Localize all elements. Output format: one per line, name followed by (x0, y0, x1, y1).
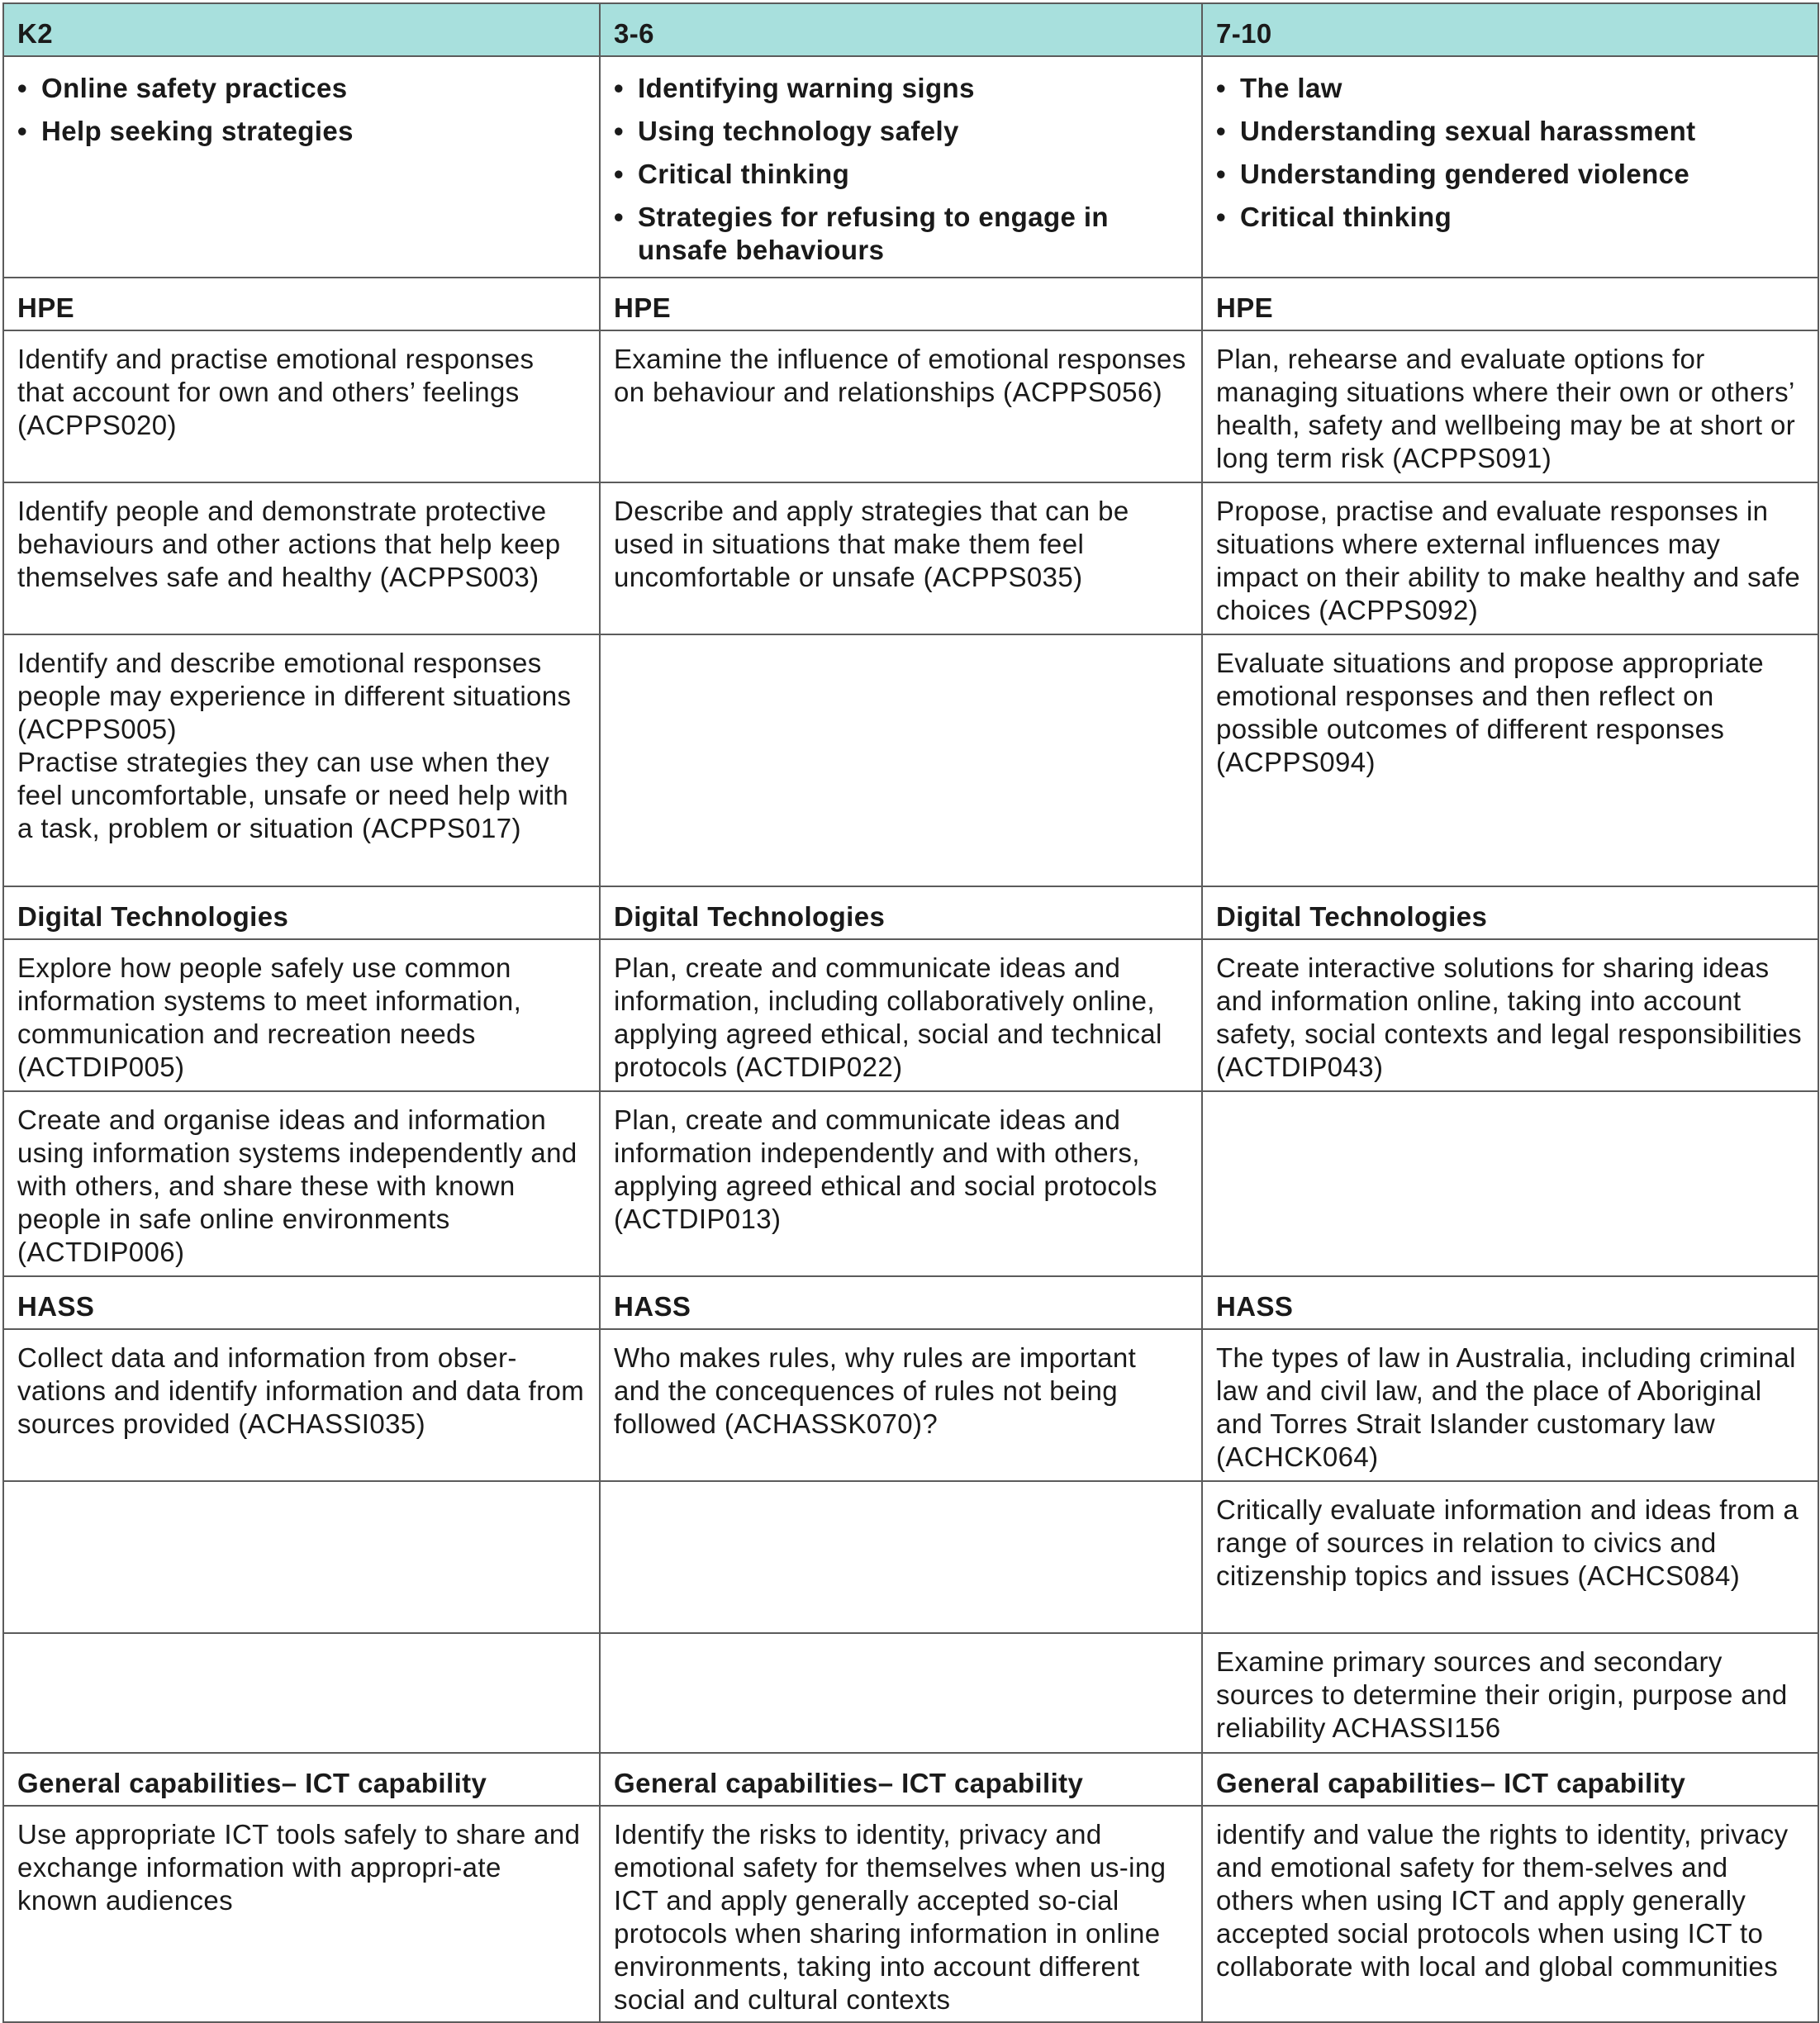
outcome-cell: Identify and practise emotional responses that account for own and others’ feelings (ACPPS020) (3, 330, 600, 482)
section-heading-row-hpe (3, 278, 1818, 330)
section-heading-row-hass (3, 1276, 1818, 1329)
table-row (3, 1329, 1818, 1481)
section-heading-row-digital-technologies (3, 886, 1818, 939)
outcome-cell: identify and value the rights to identity, privacy and emotional safety for them-selves and others when using ICT and apply generally accepted social protocols when using ICT to collaborate with local and global communities (1202, 1806, 1818, 2022)
outcome-cell: Create interactive solutions for sharing ideas and information online, taking into account safety, social contexts and legal responsibilities (ACTDIP043) (1202, 939, 1818, 1091)
section-heading: HASS (3, 1276, 600, 1329)
focus-cell-7-10 (1202, 56, 1818, 278)
focus-item: • Online safety practices (17, 72, 586, 105)
focus-item: • Identifying warning signs (614, 72, 1188, 105)
outcome-cell: Explore how people safely use common information systems to meet information, communication and recreation needs (ACTDIP005) (3, 939, 600, 1091)
outcome-cell: Describe and apply strategies that can be used in situations that make them feel uncomfortable or unsafe (ACPPS035) (600, 482, 1202, 634)
outcome-cell: Plan, create and communicate ideas and information independently and with others, applying agreed ethical and social protocols (ACTDIP013) (600, 1091, 1202, 1276)
section-heading: General capabilities– ICT capability (1202, 1753, 1818, 1806)
focus-cell-3-6 (600, 56, 1202, 278)
outcome-cell: Identify the risks to identity, privacy and emotional safety for themselves when us-ing ICT and apply generally accepted so-cial protocols when sharing information in online environments, taking into account different social and cultural contexts (600, 1806, 1202, 2022)
outcome-cell: Identify and describe emotional responses people may experience in different situations (ACPPS005) Practise strategies they can use when they feel uncomfortable, unsafe or need help with a task, problem or situation (ACPPS017) (3, 634, 600, 886)
outcome-cell: Examine primary sources and secondary sources to determine their origin, purpose and reliability ACHASSI156 (1202, 1633, 1818, 1753)
section-heading-row-ict-capability (3, 1753, 1818, 1806)
header-3-6: 3-6 (600, 3, 1202, 56)
section-heading: HASS (600, 1276, 1202, 1329)
focus-item: • Understanding gendered violence (1216, 158, 1804, 191)
table-row (3, 482, 1818, 634)
table-row (3, 1633, 1818, 1753)
section-heading: HPE (1202, 278, 1818, 330)
outcome-cell: Identify people and demonstrate protective behaviours and other actions that help keep themselves safe and healthy (ACPPS003) (3, 482, 600, 634)
outcome-cell: Collect data and information from obser-vations and identify information and data from sources provided (ACHASSI035) (3, 1329, 600, 1481)
focus-item: • Critical thinking (1216, 201, 1804, 234)
outcome-cell: Plan, create and communicate ideas and information, including collaboratively online, applying agreed ethical, social and technical protocols (ACTDIP022) (600, 939, 1202, 1091)
outcome-cell (1202, 1091, 1818, 1276)
focus-item: • Help seeking strategies (17, 115, 586, 148)
focus-item: • Understanding sexual harassment (1216, 115, 1804, 148)
focus-item: • Strategies for refusing to engage in unsafe behaviours (614, 201, 1188, 267)
outcome-cell: Propose, practise and evaluate responses in situations where external influences may impact on their ability to make healthy and safe choices (ACPPS092) (1202, 482, 1818, 634)
outcome-cell: Evaluate situations and propose appropriate emotional responses and then reflect on possible outcomes of different responses (ACPPS094) (1202, 634, 1818, 886)
header-row (3, 3, 1818, 56)
focus-item: • Critical thinking (614, 158, 1188, 191)
outcome-cell: Critically evaluate information and ideas from a range of sources in relation to civics and citizenship topics and issues (ACHCS084) (1202, 1481, 1818, 1633)
table-row (3, 1481, 1818, 1633)
outcome-cell (600, 1481, 1202, 1633)
table-row (3, 1091, 1818, 1276)
focus-list-3-6 (614, 72, 1188, 267)
focus-areas-row (3, 56, 1818, 278)
focus-list-7-10 (1216, 72, 1804, 234)
outcome-cell (600, 1633, 1202, 1753)
outcome-cell: Use appropriate ICT tools safely to share and exchange information with appropri-ate known audiences (3, 1806, 600, 2022)
table-row (3, 939, 1818, 1091)
curriculum-table (2, 2, 1819, 2023)
focus-item: • The law (1216, 72, 1804, 105)
table-row (3, 1806, 1818, 2022)
focus-item: • Using technology safely (614, 115, 1188, 148)
section-heading: HASS (1202, 1276, 1818, 1329)
section-heading: General capabilities– ICT capability (600, 1753, 1202, 1806)
outcome-cell (600, 634, 1202, 886)
outcome-cell: Who makes rules, why rules are important and the concequences of rules not being followed (ACHASSK070)? (600, 1329, 1202, 1481)
focus-list-k2 (17, 72, 586, 148)
outcome-cell: Create and organise ideas and information using information systems independently and with others, and share these with known people in safe online environments (ACTDIP006) (3, 1091, 600, 1276)
focus-cell-k2 (3, 56, 600, 278)
section-heading: Digital Technologies (600, 886, 1202, 939)
header-k2: K2 (3, 3, 600, 56)
section-heading: HPE (600, 278, 1202, 330)
table-row (3, 330, 1818, 482)
outcome-cell (3, 1481, 600, 1633)
section-heading: HPE (3, 278, 600, 330)
outcome-cell (3, 1633, 600, 1753)
outcome-cell: The types of law in Australia, including criminal law and civil law, and the place of Aboriginal and Torres Strait Islander customary law (ACHCK064) (1202, 1329, 1818, 1481)
header-7-10: 7-10 (1202, 3, 1818, 56)
table-row (3, 634, 1818, 886)
section-heading: Digital Technologies (3, 886, 600, 939)
outcome-cell: Examine the influence of emotional responses on behaviour and relationships (ACPPS056) (600, 330, 1202, 482)
section-heading: General capabilities– ICT capability (3, 1753, 600, 1806)
section-heading: Digital Technologies (1202, 886, 1818, 939)
outcome-cell: Plan, rehearse and evaluate options for managing situations where their own or others’ health, safety and wellbeing may be at short or long term risk (ACPPS091) (1202, 330, 1818, 482)
